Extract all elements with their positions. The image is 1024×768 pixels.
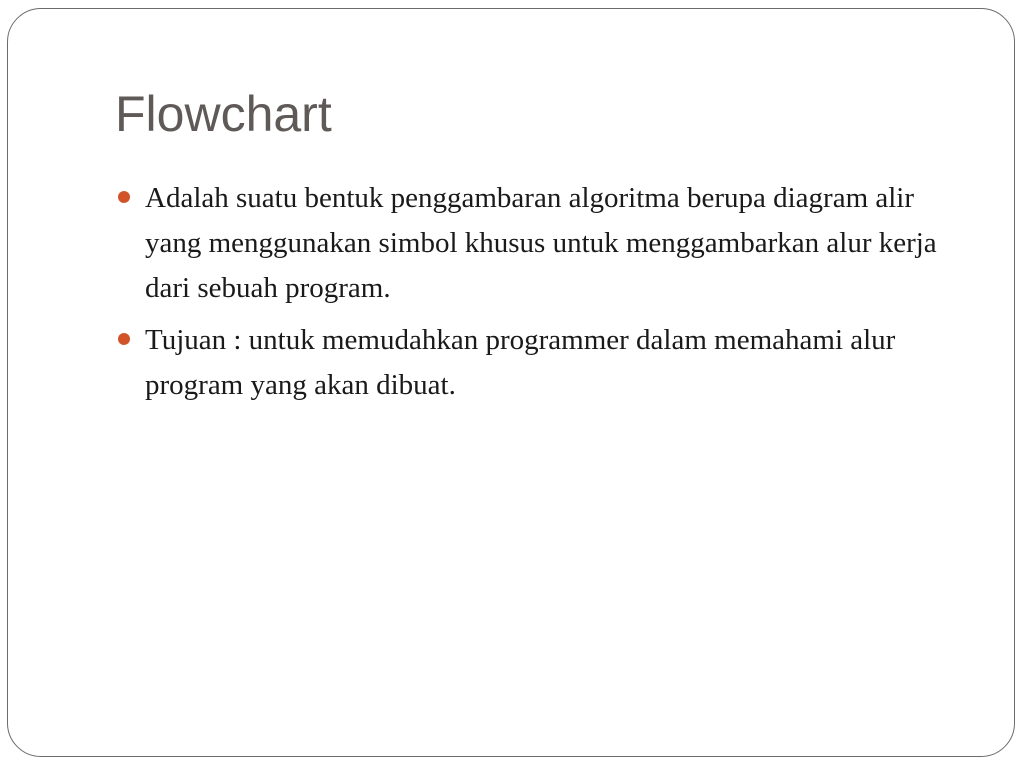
slide-title: Flowchart xyxy=(115,86,332,142)
bullet-item xyxy=(116,176,956,311)
bullet-dot-icon xyxy=(118,191,130,203)
slide-frame xyxy=(7,8,1015,757)
bullet-text: Adalah suatu bentuk penggambaran algoritma berupa diagram alir yang menggunakan simbol khusus untuk menggambarkan alur kerja dari sebuah program. xyxy=(145,182,937,304)
bullet-text: Tujuan : untuk memudahkan programmer dalam memahami alur program yang akan dibuat. xyxy=(145,324,896,401)
bullet-list xyxy=(116,176,956,415)
bullet-dot-icon xyxy=(118,333,130,345)
bullet-item xyxy=(116,318,956,408)
